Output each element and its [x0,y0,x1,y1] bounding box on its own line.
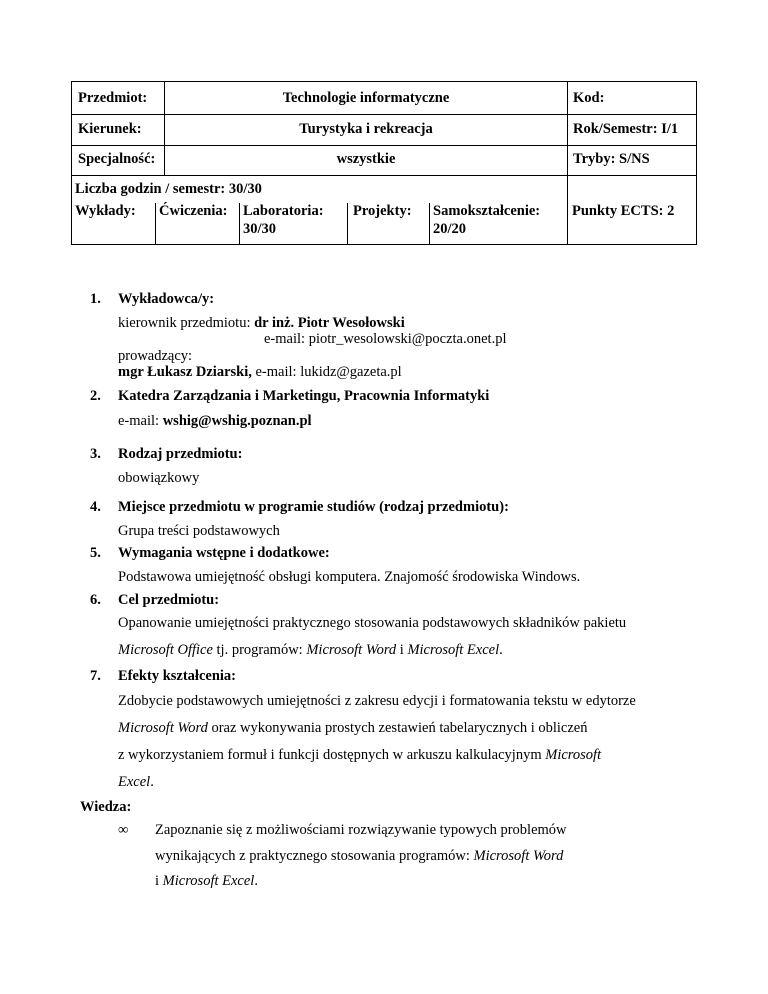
section-text: Podstawowa umiejętność obsługi komputera. Znajomość środowiska Windows. [118,569,581,585]
samoksztalcenie-label: Samokształcenie: [433,203,541,219]
section-title: Wykładowca/y: [118,291,215,307]
tryby: Tryby: S/NS [573,151,650,167]
liczba-godzin: Liczba godzin / semestr: 30/30 [75,181,262,197]
software-name: Excel [118,774,151,790]
table-col-divider [155,203,156,245]
section-title: Miejsce przedmiotu w programie studiów (rodzaj przedmiotu): [118,499,509,515]
table-col-divider [347,203,348,245]
software-name: Microsoft Excel [407,642,500,658]
table-col-divider [567,81,568,245]
kierownik-line [118,315,405,332]
prowadzacy-email: e-mail: lukidz@gazeta.pl [255,364,402,380]
prowadzacy-label: prowadzący: [118,348,193,364]
table-col-divider [429,203,430,245]
outcomes-line-3 [118,747,601,764]
laboratoria-label: Laboratoria: [243,203,324,219]
email-label: e-mail: [118,413,160,429]
software-name: Microsoft Word [118,720,208,736]
przedmiot-label: Przedmiot: [78,90,148,106]
laboratoria-value: 30/30 [243,221,277,237]
knowledge-text: i [155,873,163,889]
knowledge-title: Wiedza: [80,799,132,815]
cwiczenia-label: Ćwiczenia: [159,203,228,219]
przedmiot-value: Technologie informatyczne [282,90,450,106]
rok-semestr: Rok/Semestr: I/1 [573,121,679,137]
goal-line-1: Opanowanie umiejętności praktycznego stosowania podstawowych składników pakietu [118,615,627,631]
section-text: obowiązkowy [118,470,200,486]
knowledge-line-3 [155,873,258,890]
specjalnosc-label: Specjalność: [78,151,156,167]
wyklady-label: Wykłady: [75,203,136,219]
section-number: 4. [90,499,101,515]
knowledge-line-1: Zapoznanie się z możliwościami rozwiązywanie typowych problemów [155,822,567,838]
kierunek-label: Kierunek: [78,121,142,137]
outcomes-text: z wykorzystaniem formuł i funkcji dostępnych w arkuszu kalkulacyjnym [118,747,546,763]
outcomes-line-1: Zdobycie podstawowych umiejętności z zakresu edycji i formatowania tekstu w edytorze [118,693,636,709]
kod-label: Kod: [573,90,605,106]
email-value[interactable]: wshig@wshig.poznan.pl [162,413,312,429]
section-number: 1. [90,291,101,307]
section-title: Cel przedmiotu: [118,592,220,608]
prowadzacy-name: mgr Łukasz Dziarski, [118,364,252,380]
outcomes-line-4 [118,774,154,791]
section-number: 5. [90,545,101,561]
specjalnosc-value: wszystkie [336,151,396,167]
section-text: Grupa treści podstawowych [118,523,280,539]
section-number: 3. [90,446,101,462]
software-name: Microsoft Office [118,642,213,658]
department-email-line [118,413,312,430]
software-name: Microsoft [545,747,602,763]
kierownik-email: e-mail: piotr_wesolowski@poczta.onet.pl [264,331,507,347]
outcomes-text: oraz wykonywania prostych zestawień tabelarycznych i obliczeń [207,720,588,736]
knowledge-text: . [254,873,258,889]
section-number: 2. [90,388,101,404]
software-name: Microsoft Word [473,848,564,864]
kierunek-value: Turystyka i rekreacja [299,121,433,137]
kierownik-name: dr inż. Piotr Wesołowski [254,315,405,331]
software-name: Microsoft Excel [162,873,255,889]
punkty-ects: Punkty ECTS: 2 [572,203,675,219]
goal-text: tj. programów: [212,642,307,658]
software-name: Microsoft Word [306,642,397,658]
knowledge-line-2 [155,848,563,865]
kierownik-label: kierownik przedmiotu: [118,315,251,331]
section-title: Wymagania wstępne i dodatkowe: [118,545,330,561]
table-col-divider [239,203,240,245]
section-title: Rodzaj przedmiotu: [118,446,243,462]
section-number: 6. [90,592,101,608]
section-title: Efekty kształcenia: [118,668,236,684]
outcomes-line-2 [118,720,588,737]
projekty-label: Projekty: [353,203,412,219]
section-number: 7. [90,668,101,684]
knowledge-text: wynikających z praktycznego stosowania programów: [155,848,474,864]
outcomes-text: . [150,774,154,790]
goal-line-2 [118,642,503,659]
samoksztalcenie-value: 20/20 [433,221,467,237]
table-row-divider [71,175,697,176]
prowadzacy-line [118,364,402,381]
goal-text: i [396,642,408,658]
section-title: Katedra Zarządzania i Marketingu, Pracownia Informatyki [118,388,490,404]
infinity-bullet-icon: ∞ [118,822,129,838]
goal-text: . [499,642,503,658]
